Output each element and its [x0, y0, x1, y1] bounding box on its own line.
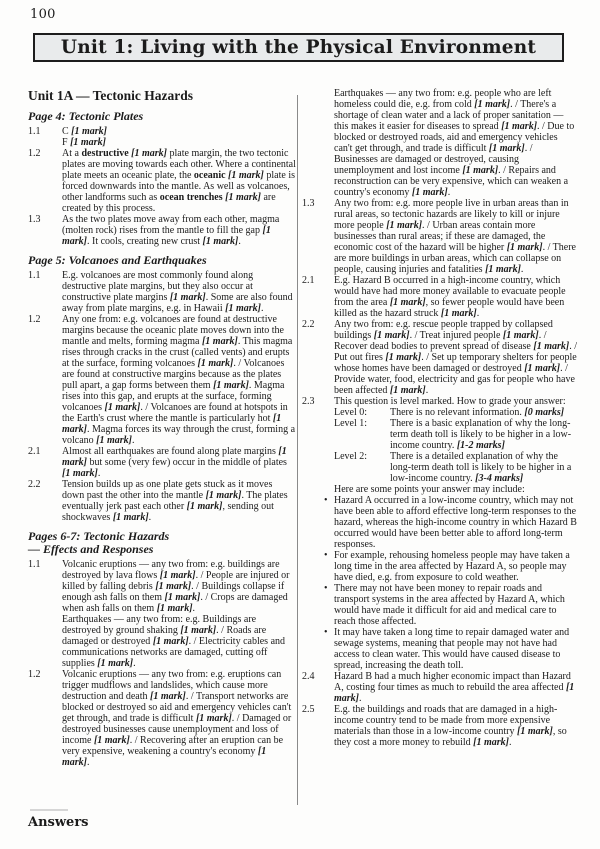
level-label: Level 0:	[334, 407, 368, 418]
answer-text: This question is level marked. How to grade your answer: Level 0: There is no relevant information. [0 marks] Level 1: There is a basic explanation of why the long-term death toll is likely to be higher in a low-income country. [1-2 marks] Level 2: There is a detailed explanation of why the long-term death toll is likely to be higher in a low-income country. [3-4 marks] Here are some points your answer may include: • Hazard A occurred in a low-income country, which may not have been able to afford effective long-term responses to the hazard, whereas the high-income country in which Hazard B occurred would have been better able to afford long-term responses. • For example, rehousing homeless people may have taken a long time in the area affected by Hazard A, so people may have died, e.g. from exposure to cold weather. • There may not have been money to repair roads and transport systems in the area affected by Hazard A, which would have made it difficult for aid and medical care to reach those affected. • It may have taken a long time to repair damaged water and sewage systems, meaning that people may not have had access to clean water. This would have caused disease to spread, increasing the death toll.	[334, 396, 578, 671]
question-number: 2.5	[302, 704, 315, 715]
unit-banner	[33, 33, 564, 62]
level-description: There is a detailed explanation of why the long-term death toll is likely to be higher in a low-income country. [3-4 marks]	[390, 451, 572, 484]
unit-banner-title: Unit 1: Living with the Physical Environment	[60, 37, 537, 58]
question-number: 1.1	[28, 270, 41, 281]
bullet-text: It may have taken a long time to repair damaged water and sewage systems, meaning that people may not have had access to clean water. This would have caused disease to spread, increasing the death toll.	[334, 627, 570, 671]
answer-item	[28, 446, 296, 479]
answer-text: Volcanic eruptions — any two from: e.g. buildings are destroyed by lava flows [1 mark]. / People are injured or killed by falling debris [1 mark]. / Buildings collapse if enough ash falls on them [1 mark]. / Crops are damaged when ash falls on them [1 mark]. Earthquakes — any two from: e.g. Buildings are destroyed by ground shaking [1 mark]. / Roads are damaged or destroyed [1 mark]. / Electricity cables and communications networks are damaged, cutting off supplies [1 mark].	[62, 559, 290, 669]
answer-text: Any two from: e.g. more people live in urban areas than in rural areas, so tectonic hazards are likely to kill or injure more people [1 mark]. / Urban areas contain more businesses than rural areas; if these are damaged, the economic cost of the hazard will be higher [1 mark]. / There are more buildings in urban areas, which can collapse on people, causing injuries and fatalities [1 mark].	[334, 198, 576, 275]
answer-text: C [1 mark] F [1 mark]	[62, 126, 108, 148]
answer-text: Earthquakes — any two from: e.g. people who are left homeless could die, e.g. from cold [1 mark]. / There's a shortage of clean water and a lack of proper sanitation — this makes it easier for diseases to spread [1 mark]. / Due to blocked or destroyed roads, aid and emergency vehicles can't get through, and trade is difficult [1 mark]. / Businesses are damaged or destroyed, causing unemployment and lost income [1 mark]. / Repairs and reconstruction can be very expensive, which can weaken a country's economy [1 mark].	[334, 88, 575, 198]
answer-item	[28, 669, 296, 768]
bullet-icon: •	[324, 550, 328, 561]
question-number: 1.2	[28, 148, 41, 159]
page-subheading: Page 5: Volcanoes and Earthquakes	[28, 253, 207, 267]
answer-item	[28, 559, 296, 669]
answer-item	[28, 214, 296, 247]
question-number: 2.4	[302, 671, 315, 682]
bullet-point	[320, 583, 578, 627]
points-intro: Here are some points your answer may include:	[334, 484, 525, 495]
bullet-text: There may not have been money to repair roads and transport systems in the area affected by Hazard A, which would have made it difficult for aid and medical care to reach those affected.	[334, 583, 565, 627]
answer-text: Almost all earthquakes are found along plate margins [1 mark] but some (very few) occur in the middle of plates [1 mark].	[62, 446, 287, 479]
answer-text: As the two plates move away from each other, magma (molten rock) rises from the mantle to fill the gap [1 mark]. It cools, creating new crust [1 mark].	[62, 214, 280, 247]
answer-text: E.g. Hazard B occurred in a high-income country, which would have had more money available to evacuate people from the area [1 mark], so fewer people would have been killed as the hazard struck [1 mark].	[334, 275, 566, 319]
level-row	[334, 407, 578, 418]
answer-text: E.g. volcanoes are most commonly found along destructive plate margins, but they also occur at constructive plate margins [1 mark]. Some are also found away from plate margins, e.g. in Hawaii [1 mark].	[62, 270, 293, 314]
bullet-icon: •	[324, 583, 328, 594]
question-number: 1.3	[28, 214, 41, 225]
page-number: 100	[30, 7, 56, 22]
bullet-point	[320, 627, 578, 671]
answer-item	[28, 479, 296, 523]
answer-text: Hazard B had a much higher economic impact than Hazard A, costing four times as much to rebuild the area affected [1 mark].	[334, 671, 575, 704]
question-number: 1.1	[28, 126, 41, 137]
answer-item	[302, 671, 578, 704]
answer-item	[302, 319, 578, 396]
answer-text: E.g. the buildings and roads that are damaged in a high-income country tend to be made from more expensive materials than those in a low-income country [1 mark], so they cost a more money to rebuild [1 mark].	[334, 704, 567, 748]
level-row	[334, 418, 578, 451]
answer-text: Any two from: e.g. rescue people trapped by collapsed buildings [1 mark]. / Treat injured people [1 mark]. / Recover dead bodies to prevent spread of disease [1 mark]. / Put out fires [1 mark]. / Set up temporary shelters for people whose homes have been damaged or destroyed [1 mark]. / Provide water, food, electricity and gas for people who have been affected [1 mark].	[334, 319, 577, 396]
footer-rule	[30, 809, 68, 811]
question-number: 1.1	[28, 559, 41, 570]
question-number: 2.3	[302, 396, 315, 407]
answer-item	[28, 126, 296, 148]
page-subheading: Pages 6-7: Tectonic Hazards — Effects and Responses	[28, 529, 170, 556]
question-number: 2.2	[28, 479, 41, 490]
answer-item	[302, 396, 578, 671]
left-column	[28, 88, 296, 768]
answer-item	[302, 275, 578, 319]
level-label: Level 1:	[334, 418, 368, 429]
answers-footer-label: Answers	[28, 815, 89, 830]
bullet-text: Hazard A occurred in a low-income country, which may not have been able to afford effective long-term responses to the hazard, whereas the high-income country in which Hazard B occurred would have been better able to afford long-term responses.	[334, 495, 577, 550]
page-subheading: Page 4: Tectonic Plates	[28, 109, 144, 123]
bullet-icon: •	[324, 495, 328, 506]
answer-continuation	[302, 88, 578, 198]
question-number: 1.3	[302, 198, 315, 209]
right-column	[302, 88, 578, 748]
answer-item	[28, 314, 296, 446]
bullet-point	[320, 495, 578, 550]
answer-text: Volcanic eruptions — any two from: e.g. eruptions can trigger mudflows and landslides, which cause more destruction and death [1 mark]. / Transport networks are blocked or destroyed so aid and emergency vehicles can't get through, and trade is difficult [1 mark]. / Damaged or destroyed businesses cause unemployment and loss of income [1 mark]. / Recovering after an eruption can be very expensive, weakening a country's economy [1 mark].	[62, 669, 292, 768]
answer-item	[28, 148, 296, 214]
answer-text: Tension builds up as one plate gets stuck as it moves down past the other into the mantle [1 mark]. The plates eventually jerk past each other [1 mark], sending out shockwaves [1 mark].	[62, 479, 288, 523]
column-divider	[297, 95, 298, 805]
section-heading: Unit 1A — Tectonic Hazards	[28, 88, 194, 103]
level-row	[334, 451, 578, 484]
bullet-text: For example, rehousing homeless people may have taken a long time in the area affected by Hazard A, so people may have died, e.g. from exposure to cold weather.	[334, 550, 570, 583]
answer-text: Any one from: e.g. volcanoes are found at destructive margins because the oceanic plate moves down into the mantle and melts, forming magma [1 mark]. This magma rises through cracks in the crust (called vents) and erupts at the surface, forming volcanoes [1 mark]. / Volcanoes are found at constructive margins because as the plates pull apart, a gap forms between them [1 mark]. Magma rises into this gap, and erupts at the surface, forming volcanoes [1 mark]. / Volcanoes are found at hotspots in the Earth's crust where the mantle is particularly hot [1 mark]. Magma forces its way through the crust, forming a volcano [1 mark].	[62, 314, 296, 446]
bullet-icon: •	[324, 627, 328, 638]
question-number: 1.2	[28, 314, 41, 325]
question-number: 1.2	[28, 669, 41, 680]
question-number: 2.1	[302, 275, 315, 286]
level-description: There is no relevant information. [0 marks]	[390, 407, 565, 418]
bullet-point	[320, 550, 578, 583]
answer-text: At a destructive [1 mark] plate margin, the two tectonic plates are moving towards each other. Where a continental plate meets an oceanic plate, the oceanic [1 mark] plate is forced downwards into the mantle. As well as volcanoes, other landforms such as ocean trenches [1 mark] are created by this process.	[62, 148, 296, 214]
question-number: 2.2	[302, 319, 315, 330]
answer-item	[28, 270, 296, 314]
level-description: There is a basic explanation of why the long-term death toll is likely to be higher in a low-income country. [1-2 marks]	[390, 418, 572, 451]
question-number: 2.1	[28, 446, 41, 457]
answer-item	[302, 198, 578, 275]
answer-item	[302, 704, 578, 748]
level-label: Level 2:	[334, 451, 368, 462]
